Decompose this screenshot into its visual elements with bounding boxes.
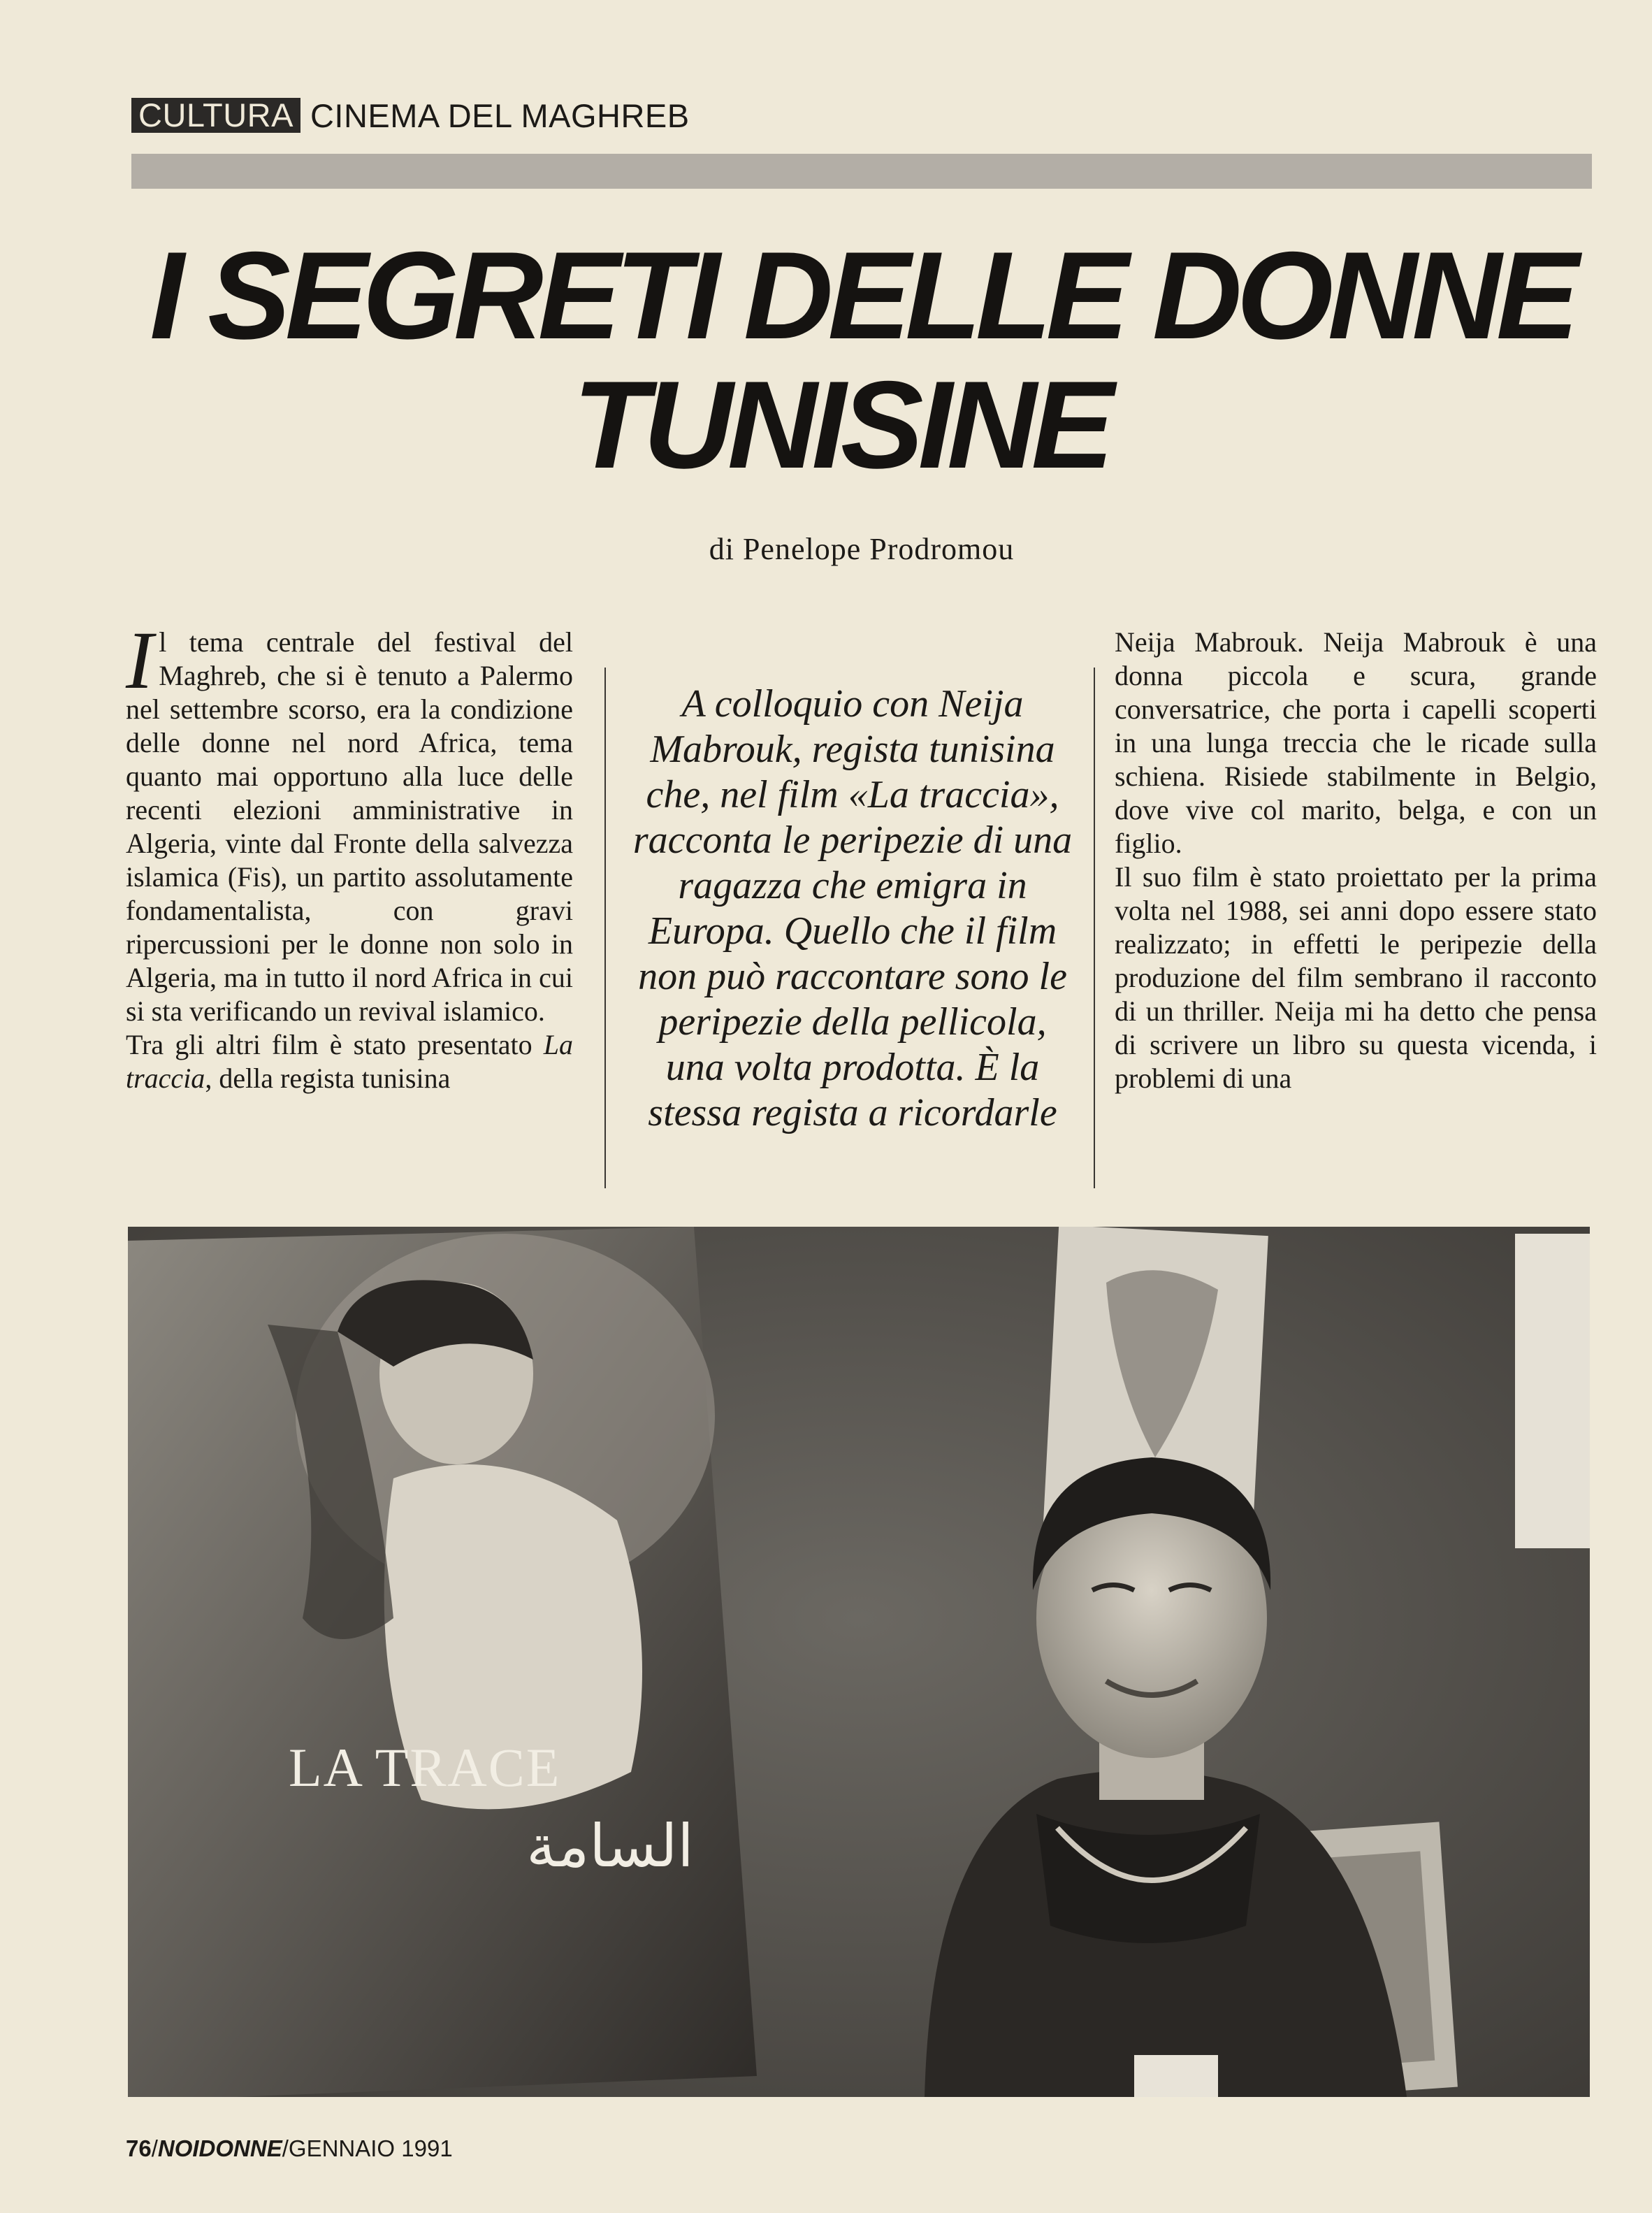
title-line-2: TUNISINE bbox=[572, 355, 1109, 494]
title-line-1: I SEGRETI DELLE DONNE bbox=[150, 226, 1574, 365]
article-photo bbox=[128, 1227, 1590, 2097]
paragraph-film-text: Tra gli altri film è stato presentato bbox=[126, 1029, 544, 1060]
magazine-name: NOIDONNE bbox=[157, 2135, 282, 2161]
paragraph-film-end: , della regista tunisina bbox=[205, 1062, 451, 1094]
header-band bbox=[131, 154, 1592, 189]
drop-cap: I bbox=[126, 614, 154, 706]
column-rule-right bbox=[1094, 668, 1095, 1188]
section-topic: CINEMA DEL MAGHREB bbox=[310, 96, 690, 134]
column-left bbox=[126, 614, 573, 1095]
page-number: 76 bbox=[126, 2135, 152, 2161]
paragraph-film bbox=[126, 1028, 573, 1095]
paragraph-portrait: Neija Mabrouk. Neija Mabrouk è una donna piccola e scura, grande conversatrice, che porta i capelli scoperti in una lunga treccia che le ricade sulla schiena. Risiede stabilmente in Belgio, dove vive col marito, belga, e con un figlio. bbox=[1115, 626, 1597, 859]
section-header bbox=[131, 98, 690, 133]
pull-quote-text: A colloquio con Neija Mabrouk, regista tunisina che, nel film «La traccia», racconta le peripezie di una ragazza che emigra in Europa. Quello che il film non può raccontare sono le peripezie della pellicola, una volta prodotta. È la stessa regista a ricordarle bbox=[632, 682, 1073, 1134]
wall-poster-2 bbox=[1515, 1234, 1590, 1548]
byline: di Penelope Prodromou bbox=[709, 532, 1015, 566]
pull-quote bbox=[625, 682, 1080, 1136]
paragraph-intro-text: l tema centrale del festival del Maghreb, che si è tenuto a Palermo nel settembre scorso, era la condizione delle donne nel nord Africa, tema quanto mai opportuno alla luce delle recenti elezioni amministrative in Algeria, vinte dal Fronte della salvezza islamica (Fis), un partito assolutamente fondamentalista, con gravi ripercussioni per le donne non solo in Algeria, ma in tutto il nord Africa in cui si sta verificando un revival islamico. bbox=[126, 626, 573, 1027]
footer-slash: / bbox=[151, 2135, 158, 2161]
film-title: La traccia bbox=[126, 1029, 573, 1094]
paragraph-history: Il suo film è stato proiettato per la prima volta nel 1988, sei anni dopo essere stato realizzato; in effetti le peripezie della produzione del film sembrano il racconto di un thriller. Neija mi ha detto che pensa di scrivere un libro su questa vicenda, i problemi di una bbox=[1115, 861, 1597, 1094]
column-right bbox=[1115, 626, 1597, 1095]
issue-date: GENNAIO 1991 bbox=[288, 2135, 453, 2161]
poster-arabic-title: السامة bbox=[526, 1812, 694, 1880]
section-tag: CULTURA bbox=[131, 98, 300, 133]
paragraph-intro bbox=[126, 614, 573, 1028]
poster-title: LA TRACE bbox=[289, 1737, 561, 1798]
film-poster bbox=[128, 1227, 757, 2097]
footer-slash-2: / bbox=[282, 2135, 289, 2161]
page-footer bbox=[126, 2135, 453, 2162]
column-rule-left bbox=[604, 668, 606, 1188]
article-title bbox=[131, 226, 1592, 494]
